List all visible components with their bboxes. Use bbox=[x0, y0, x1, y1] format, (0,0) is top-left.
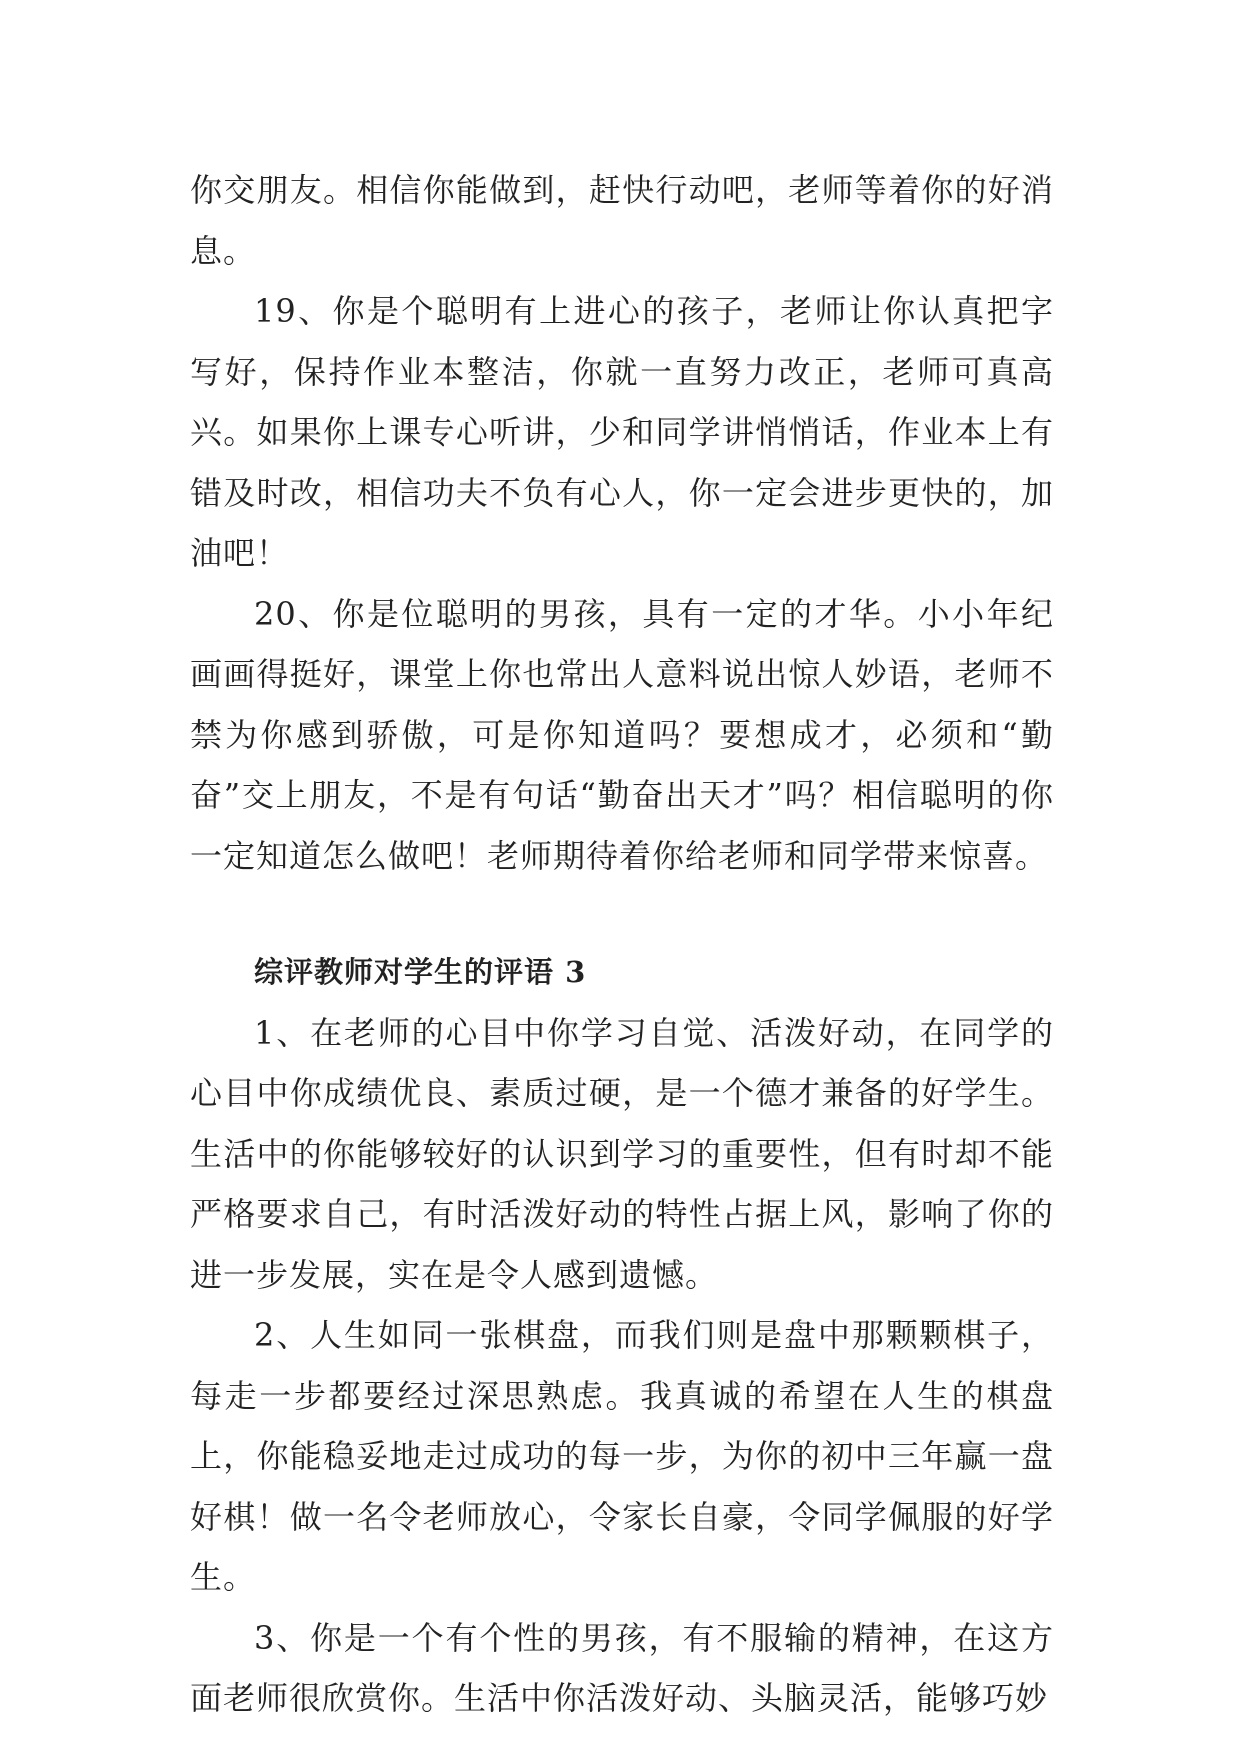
section-heading: 综评教师对学生的评语 3 bbox=[254, 955, 587, 989]
comment-paragraph-2: 2、人生如同一张棋盘，而我们则是盘中那颗颗棋子，每走一步都要经过深思熟虑。我真诚的希望在人生的棋盘上，你能稳妥地走过成功的每一步，为你的初中三年赢一盘好棋！做一名令老师放心，令家长自豪，令同学佩服的好学生。 bbox=[190, 1316, 1054, 1596]
paragraph-continuation: 你交朋友。相信你能做到，赶快行动吧，老师等着你的好消息。 bbox=[190, 171, 1054, 270]
comment-paragraph-19: 19、你是个聪明有上进心的孩子，老师让你认真把字写好，保持作业本整洁，你就一直努力改正，老师可真高兴。如果你上课专心听讲，少和同学讲悄悄话，作业本上有错及时改，相信功夫不负有心人，你一定会进步更快的，加油吧！ bbox=[190, 292, 1054, 572]
comment-paragraph-1: 1、在老师的心目中你学习自觉、活泼好动，在同学的心目中你成绩优良、素质过硬，是一个德才兼备的好学生。生活中的你能够较好的认识到学习的重要性，但有时却不能严格要求自己，有时活泼好动的特性占据上风，影响了你的进一步发展，实在是令人感到遗憾。 bbox=[190, 1013, 1054, 1294]
comment-paragraph-20: 20、你是位聪明的男孩，具有一定的才华。小小年纪画画得挺好，课堂上你也常出人意料说出惊人妙语，老师不禁为你感到骄傲，可是你知道吗？要想成才，必须和“勤奋”交上朋友，不是有句话“勤奋出天才”吗？相信聪明的你一定知道怎么做吧！老师期待着你给老师和同学带来惊喜。 bbox=[190, 594, 1054, 875]
comment-paragraph-3: 3、你是一个有个性的男孩，有不服输的精神，在这方面老师很欣赏你。生活中你活泼好动、头脑灵活，能够巧妙 bbox=[190, 1618, 1054, 1717]
document-page bbox=[190, 160, 1054, 1729]
